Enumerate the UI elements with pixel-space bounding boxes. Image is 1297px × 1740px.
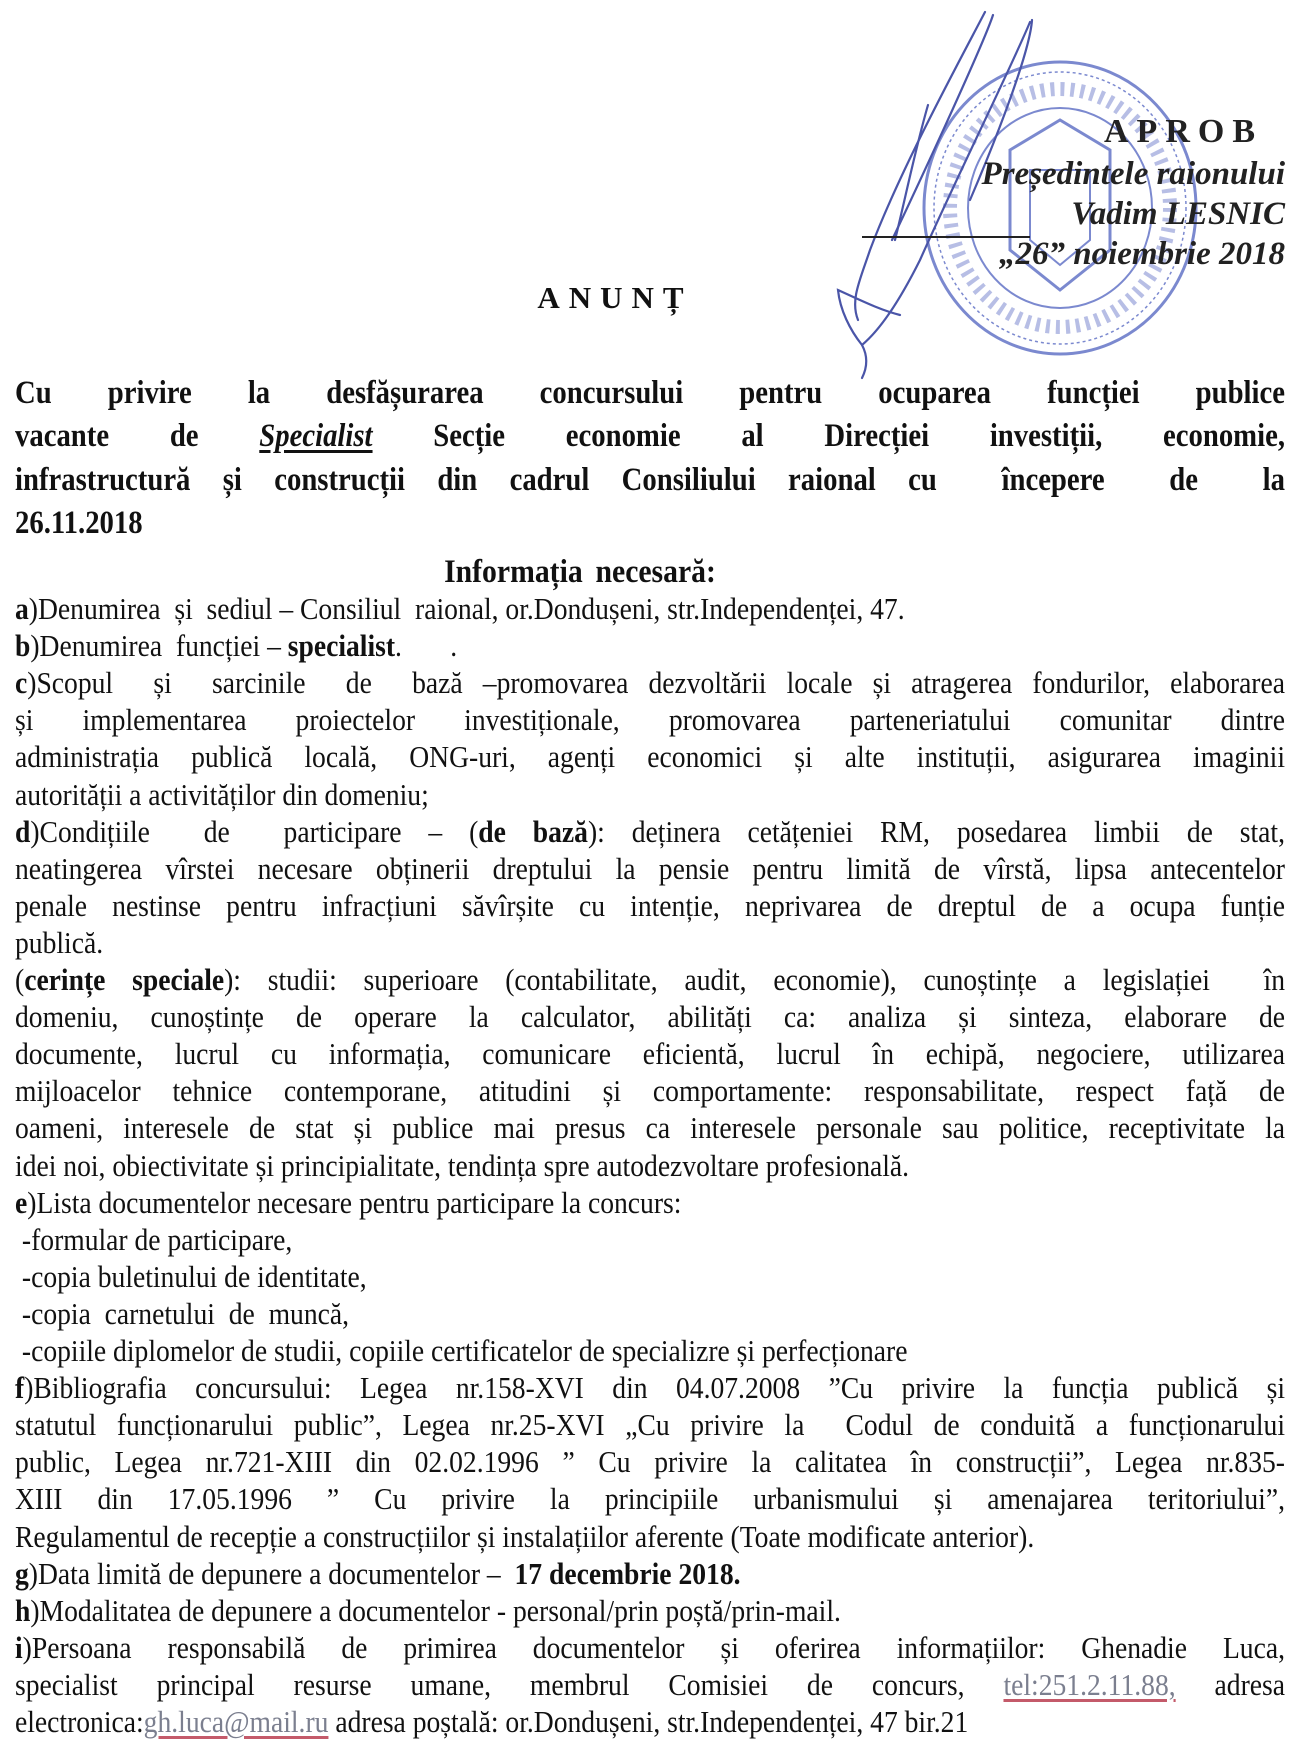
approval-date: „26” noiembrie 2018 (999, 236, 1285, 272)
text-line (15, 1147, 909, 1184)
text-line (15, 1184, 681, 1221)
emphasized-text: h (15, 1592, 31, 1628)
text-run: idei noi, obiectivitate și principialitate, tendința spre autodezvoltare profesională. (15, 1147, 910, 1183)
text-run: Regulamentul de recepție a construcțiilor și instalațiilor aferente (Toate modificate anterior). (15, 1518, 1035, 1554)
approval-block (982, 110, 1285, 274)
text-run: oameni, interesele de stat și publice mai presus ca interesele personale sau politice, receptivitate la (15, 1110, 1286, 1146)
text-line (15, 1406, 1285, 1443)
text-run: penale nestinse pentru infracțiuni săvîrșite cu intenție, neprivarea de dreptul de a ocupa funție (15, 887, 1286, 923)
text-line (15, 1703, 968, 1740)
text-run: public, Legea nr.721-XIII din 02.02.1996 ” Cu privire la calitatea în construcții”, Legea nr.835- (15, 1444, 1286, 1480)
text-run: neatingerea vîrstei necesare obținerii dreptului la pensie pentru limită de vîrstă, lipsa antecentelor (15, 850, 1286, 886)
text-run: vacante de (15, 418, 260, 455)
text-run: -copia carnetului de muncă, (15, 1295, 350, 1331)
text-line (15, 1629, 1285, 1666)
text-line (15, 1480, 1285, 1517)
text-line (15, 1295, 349, 1332)
text-run: . . (395, 628, 458, 664)
text-run: -formular de participare, (15, 1221, 293, 1257)
emphasized-text: 17 decembrie 2018. (514, 1555, 741, 1591)
text-run: Cu privire la desfășurarea concursului pentru ocuparea funcției publice (15, 375, 1285, 411)
text-run: ): studii: superioare (contabilitate, audit, economie), cunoștințe a legislației în (224, 962, 1286, 997)
text-run: )Condițiile de participare – ( (30, 813, 479, 849)
text-line (15, 813, 1285, 850)
emphasized-text: b (15, 628, 31, 664)
approval-position: Președintele raionului (981, 156, 1285, 192)
text-run: autorității a activităților din domeniu; (15, 776, 429, 812)
text-run: specialist principal resurse umane, membrul Comisiei de concurs, (15, 1666, 1004, 1702)
text-run: -copiile diplomelor de studii, copiile certificatelor de specializre și perfecționare (15, 1333, 908, 1368)
text-run: statutul funcționarului public”, Legea nr.25-XVI „Cu privire la Codul de conduită a funcționarului (15, 1407, 1286, 1443)
heading-line (15, 459, 1285, 502)
emphasized-text: i (15, 1629, 23, 1665)
text-line (15, 1072, 1285, 1109)
text-line (15, 1258, 367, 1295)
text-line (15, 961, 1285, 998)
text-line (15, 776, 429, 813)
text-run: electronica: (15, 1704, 144, 1739)
text-run: publică. (15, 924, 104, 960)
contact-link[interactable]: tel:251.2.11.88, (1003, 1666, 1176, 1702)
text-run: ( (15, 962, 25, 997)
heading-line (15, 415, 1285, 458)
text-run: administrația publică locală, ONG-uri, agenți economici și alte instituții, asigurarea imaginii (15, 739, 1285, 775)
text-line (15, 1666, 1285, 1703)
text-run: -copia buletinului de identitate, (15, 1258, 367, 1294)
text-run: adresa poștală: or.Dondușeni, str.Independenței, 47 bir.21 (328, 1704, 969, 1739)
contact-link[interactable]: gh.luca@mail.ru (143, 1704, 329, 1739)
text-run: ): deținera cetățeniei RM, posedarea limbii de stat, (587, 813, 1285, 849)
text-line (15, 1443, 1285, 1480)
text-run: adresa (1175, 1666, 1286, 1702)
text-run: )Lista documentelor necesare pentru participare la concurs: (27, 1184, 682, 1220)
text-line (15, 1369, 1285, 1406)
text-run: )Denumirea și sediul – Consiliul raional, or.Dondușeni, str.Independenței, 47. (28, 591, 905, 626)
emphasized-text: f (15, 1370, 25, 1406)
emphasized-text: specialist (287, 628, 396, 664)
text-run: )Denumirea funcției – (30, 628, 288, 664)
text-line (15, 1518, 1034, 1555)
emphasized-text: Specialist (259, 418, 373, 455)
text-run: și implementarea proiectelor investiționale, promovarea parteneriatului comunitar dintre (15, 702, 1286, 738)
text-run: XIII din 17.05.1996 ” Cu privire la principiile urbanismului și amenajarea teritoriului”, (15, 1481, 1286, 1517)
text-line (15, 998, 1285, 1035)
text-line (15, 590, 905, 627)
text-line (15, 1555, 741, 1592)
text-run: )Data limită de depunere a documentelor – (28, 1555, 515, 1591)
text-line (15, 850, 1285, 887)
text-run: )Bibliografia concursului: Legea nr.158-XVI din 04.07.2008 ”Cu privire la funcția publică și (24, 1370, 1286, 1406)
text-line (15, 701, 1285, 738)
text-run: )Persoana responsabilă de primirea documentelor și oferirea informațiilor: Ghenadie Luca, (22, 1629, 1285, 1665)
heading-line (15, 372, 1285, 415)
text-run: )Modalitatea de depunere a documentelor - personal/prin poștă/prin-mail. (30, 1592, 841, 1628)
emphasized-text: de bază (478, 813, 588, 849)
text-run: documente, lucrul cu informația, comunicare eficientă, lucrul în echipă, negociere, utilizarea (15, 1036, 1286, 1072)
text-line (15, 1332, 907, 1369)
text-run: )Scopul și sarcinile de bază –promovarea dezvoltării locale și atragerea fondurilor, elaborarea (27, 665, 1286, 701)
text-run: Secție economie al Direcției investiții, economie, (372, 418, 1285, 455)
text-run: infrastructură și construcții din cadrul Consiliului raional cu începere de la (15, 461, 1286, 498)
emphasized-text: a (15, 591, 29, 626)
emphasized-text: e (15, 1184, 28, 1220)
subheading: Informația necesară: (444, 554, 716, 590)
text-run: 26.11.2018 (15, 504, 143, 541)
emphasized-text: g (15, 1555, 29, 1591)
emphasized-text: d (15, 813, 31, 849)
text-line (15, 664, 1285, 701)
text-run: mijloacelor tehnice contemporane, atitudini și comportamente: responsabilitate, respect față de (15, 1073, 1286, 1109)
text-run: domeniu, cunoștințe de operare la calculator, abilități ca: analiza și sinteza, elaborare de (15, 999, 1286, 1035)
text-line (15, 738, 1285, 775)
text-line (15, 1221, 292, 1258)
approval-label: APROB (1104, 113, 1263, 150)
text-line (15, 627, 457, 664)
text-line (15, 1035, 1285, 1072)
emphasized-text: c (15, 665, 28, 701)
document-title: ANUNȚ (537, 280, 693, 315)
text-line (15, 1109, 1285, 1146)
text-line (15, 1592, 841, 1629)
heading-line (15, 502, 143, 545)
emphasized-text: cerințe speciale (24, 962, 225, 997)
text-line (15, 924, 103, 961)
text-line (15, 887, 1285, 924)
approval-name: Vadim LESNIC (1071, 196, 1285, 232)
